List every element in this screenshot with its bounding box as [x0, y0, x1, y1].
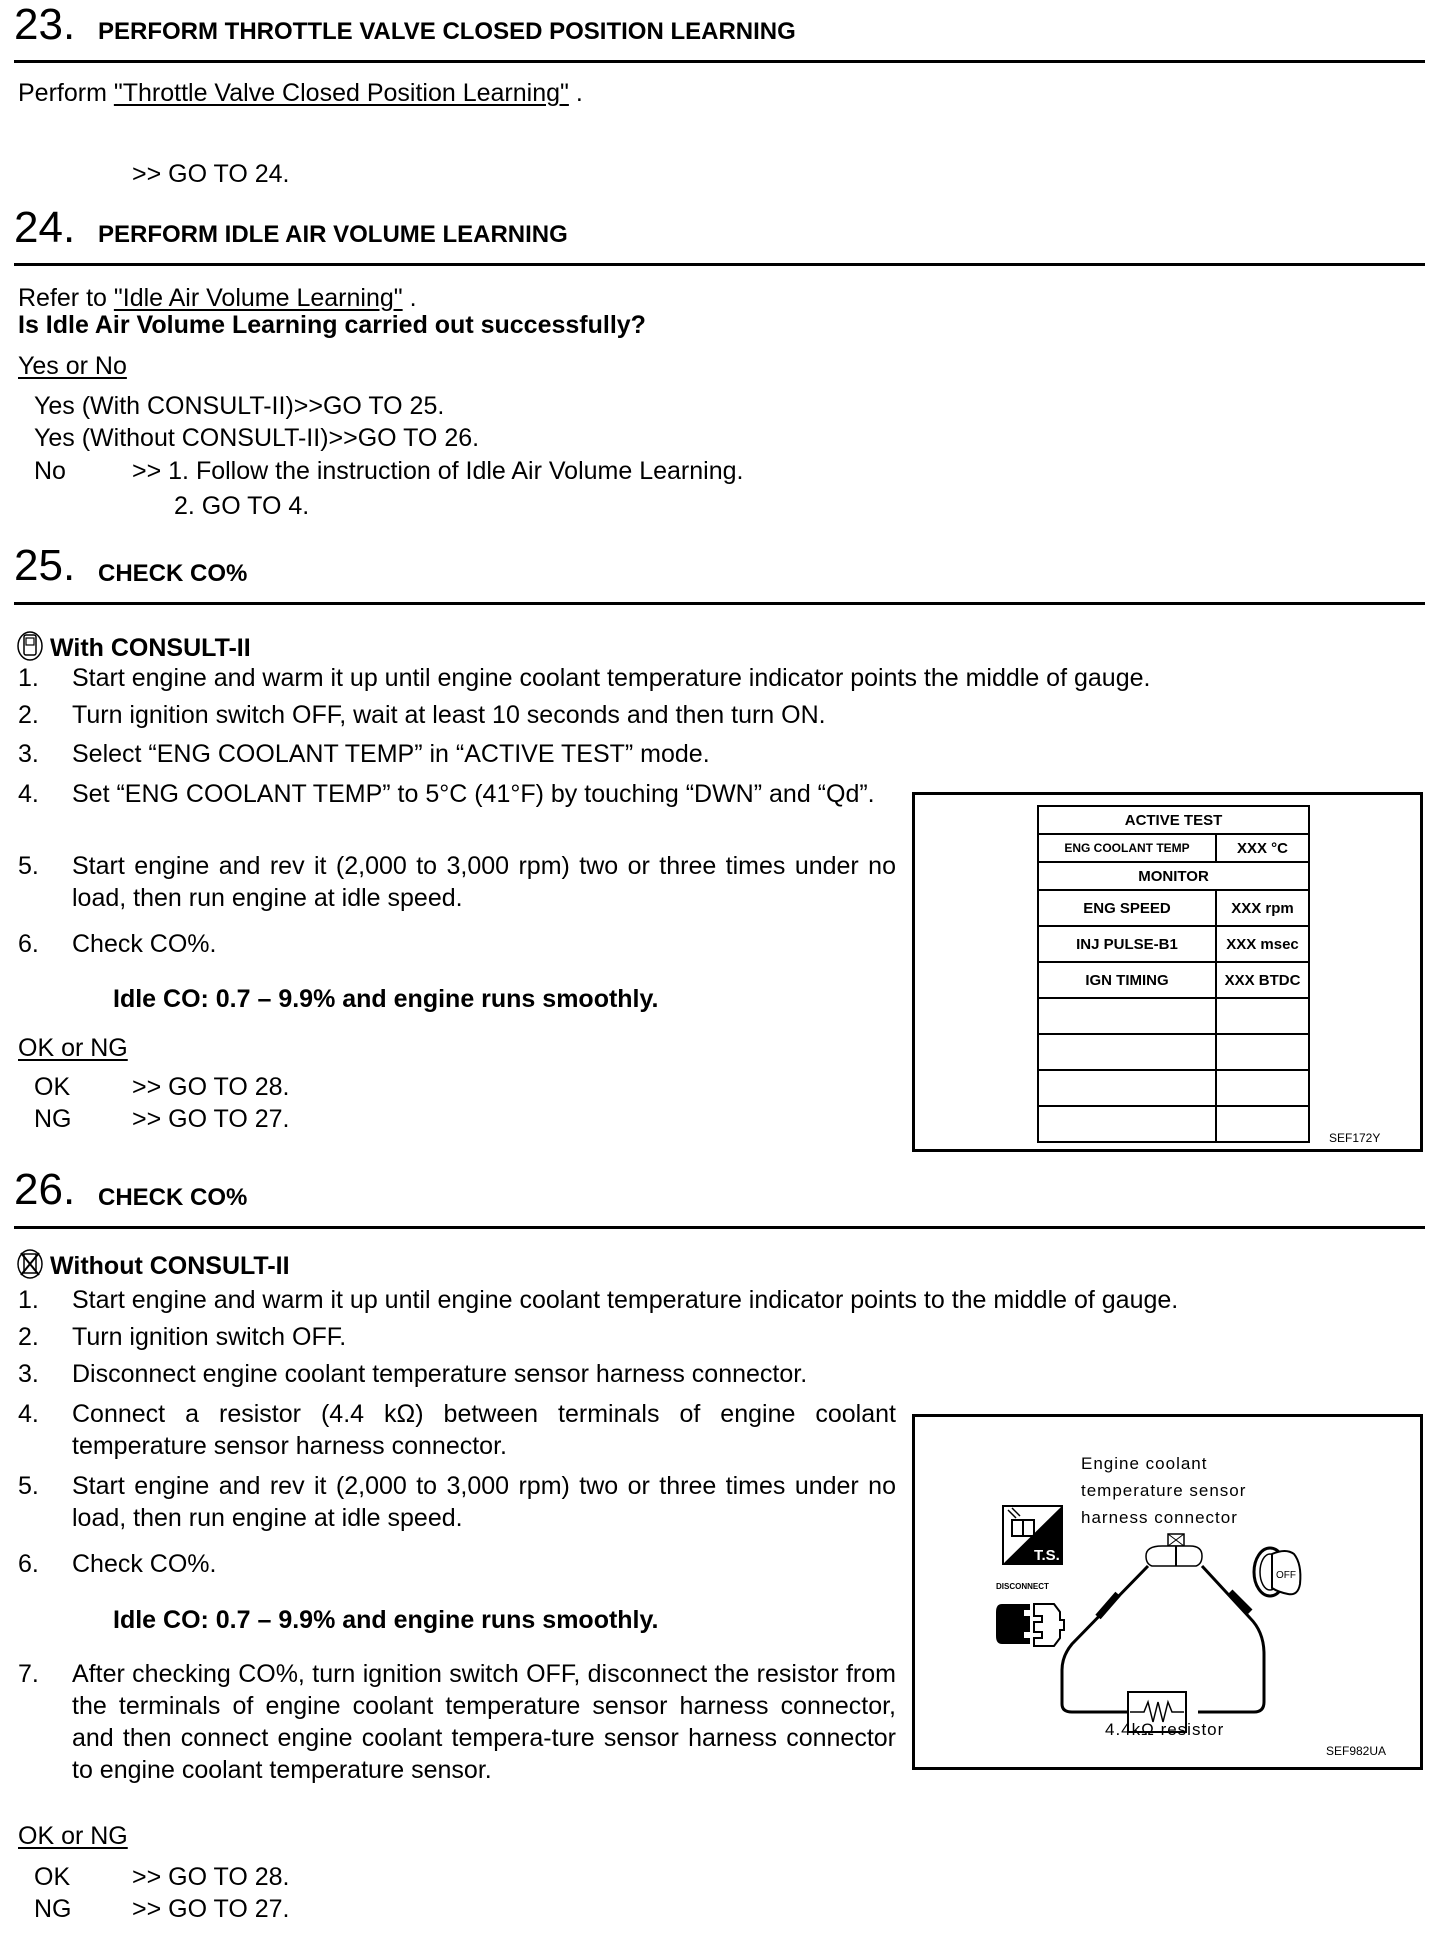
ng-goto-link[interactable]: >> GO TO 27. [132, 1895, 290, 1923]
key-off-label: OFF [1276, 1570, 1296, 1581]
instruction [18, 284, 417, 312]
question: Is Idle Air Volume Learning carried out successfully? [18, 311, 646, 339]
section-rule [14, 1226, 1425, 1229]
section-rule [14, 602, 1425, 605]
step-text: Start engine and rev it (2,000 to 3,000 rpm) two or three times under no load, then run engine at idle speed. [72, 1472, 896, 1532]
goto-link[interactable]: >> GO TO 24. [132, 160, 290, 188]
result-label: OK or NG [18, 1034, 128, 1062]
connector-label-line: temperature sensor [1081, 1481, 1247, 1500]
monitor-item: IGN TIMING [1038, 962, 1216, 998]
monitor-value: XXX rpm [1216, 890, 1309, 926]
monitor-value [1216, 998, 1309, 1034]
table-row [1038, 1106, 1309, 1142]
result-no-step-2[interactable]: 2. GO TO 4. [174, 492, 310, 520]
ok-goto-link[interactable]: >> GO TO 28. [132, 1073, 290, 1101]
result-yes-without[interactable]: Yes (Without CONSULT-II)>>GO TO 26. [34, 424, 480, 452]
ng-label: NG [34, 1105, 72, 1133]
mode-heading [16, 1248, 290, 1280]
step-text: Start engine and warm it up until engine coolant temperature indicator points the middle of gauge. [72, 664, 1151, 692]
monitor-item [1038, 1034, 1216, 1070]
figure-code: SEF982UA [1326, 1744, 1387, 1758]
step-text: Turn ignition switch OFF, wait at least 10 seconds and then turn ON. [72, 701, 826, 729]
monitor-value [1216, 1034, 1309, 1070]
table-row [1038, 926, 1309, 962]
step-text: Check CO%. [72, 930, 217, 958]
step-number: 3. [18, 740, 39, 768]
ng-label: NG [34, 1895, 72, 1923]
instruction-text: Refer to [18, 284, 114, 312]
result-no-label: No [34, 457, 66, 485]
table-row [1038, 1070, 1309, 1106]
section-title: CHECK CO% [98, 1184, 248, 1211]
mode-label: Without CONSULT-II [50, 1252, 290, 1280]
table-row [1038, 962, 1309, 998]
result-no-step-1: >> 1. Follow the instruction of Idle Air Volume Learning. [132, 457, 744, 485]
table-row [1038, 998, 1309, 1034]
connector-label-line: Engine coolant [1081, 1454, 1208, 1473]
section-number: 23. [14, 0, 76, 49]
result-yes-with[interactable]: Yes (With CONSULT-II)>>GO TO 25. [34, 392, 445, 420]
mode-heading [16, 630, 251, 662]
section-title: PERFORM THROTTLE VALVE CLOSED POSITION LEARNING [98, 18, 796, 45]
resistor-label: 4.4kΩ resistor [1105, 1720, 1225, 1739]
monitor-item [1038, 1106, 1216, 1142]
ts-label: T.S. [1034, 1547, 1060, 1564]
instruction-text: Perform [18, 79, 114, 107]
step-text: Start engine and rev it (2,000 to 3,000 rpm) two or three times under no load, then run engine at idle speed. [72, 852, 896, 912]
monitor-value: XXX msec [1216, 926, 1309, 962]
step-text: Check CO%. [72, 1550, 217, 1578]
harness-circuit-diagram [912, 1414, 1417, 1764]
instruction-suffix: . [568, 79, 583, 107]
monitor-item: ENG SPEED [1038, 890, 1216, 926]
section-title: CHECK CO% [98, 560, 248, 587]
section-rule [14, 263, 1425, 266]
step-number: 2. [18, 1323, 39, 1351]
ok-goto-link[interactable]: >> GO TO 28. [132, 1863, 290, 1891]
step-number: 1. [18, 1286, 39, 1314]
test-wires [1062, 1566, 1264, 1712]
instruction [18, 79, 583, 107]
step-text: Start engine and warm it up until engine coolant temperature indicator points to the middle of gauge. [72, 1286, 1179, 1314]
active-test-table [1037, 805, 1310, 1143]
monitor-item [1038, 998, 1216, 1034]
mode-label: With CONSULT-II [50, 634, 251, 662]
result-label: Yes or No [18, 352, 127, 380]
step-number: 6. [18, 1550, 39, 1578]
section-number: 25. [14, 541, 76, 590]
step-text: Set “ENG COOLANT TEMP” to 5°C (41°F) by touching “DWN” and “Qd”. [72, 780, 875, 808]
step-text: Select “ENG COOLANT TEMP” in “ACTIVE TEST” mode. [72, 740, 710, 768]
section-number: 24. [14, 203, 76, 252]
spec-value: Idle CO: 0.7 – 9.9% and engine runs smoothly. [113, 1606, 659, 1634]
ok-label: OK [34, 1073, 71, 1101]
step-number: 7. [18, 1660, 39, 1688]
harness-connector [1146, 1534, 1202, 1566]
step-text: Disconnect engine coolant temperature sensor harness connector. [72, 1360, 808, 1388]
monitor-item [1038, 1070, 1216, 1106]
monitor-value [1216, 1106, 1309, 1142]
step-number: 4. [18, 780, 39, 808]
step-number: 1. [18, 664, 39, 692]
step-text: Connect a resistor (4.4 kΩ) between terminals of engine coolant temperature sensor harness connector. [72, 1400, 896, 1460]
table-row [1038, 890, 1309, 926]
step-number: 2. [18, 701, 39, 729]
instruction-suffix: . [402, 284, 417, 312]
ok-label: OK [34, 1863, 71, 1891]
step-number: 6. [18, 930, 39, 958]
spec-value: Idle CO: 0.7 – 9.9% and engine runs smoothly. [113, 985, 659, 1013]
test-value: XXX °C [1216, 834, 1309, 862]
no-consult-icon [16, 1248, 44, 1280]
monitor-value: XXX BTDC [1216, 962, 1309, 998]
table-header: ACTIVE TEST [1038, 806, 1309, 834]
monitor-item: INJ PULSE-B1 [1038, 926, 1216, 962]
step-number: 4. [18, 1400, 39, 1428]
step-text: Turn ignition switch OFF. [72, 1323, 347, 1351]
section-rule [14, 60, 1425, 63]
idle-air-volume-learning-link[interactable]: "Idle Air Volume Learning" [113, 284, 403, 312]
result-label: OK or NG [18, 1822, 128, 1850]
figure-code: SEF172Y [1329, 1131, 1381, 1145]
table-row [1038, 1034, 1309, 1070]
step-number: 3. [18, 1360, 39, 1388]
probe-left [1098, 1594, 1118, 1617]
step-number: 5. [18, 1472, 39, 1500]
section-number: 26. [14, 1165, 76, 1214]
test-item: ENG COOLANT TEMP [1038, 834, 1216, 862]
disconnect-connector-icon [996, 1604, 1064, 1646]
step-number: 5. [18, 852, 39, 880]
section-title: PERFORM IDLE AIR VOLUME LEARNING [98, 221, 568, 248]
consult-tester-icon [16, 630, 44, 662]
connector-label-line: harness connector [1081, 1508, 1238, 1527]
ng-goto-link[interactable]: >> GO TO 27. [132, 1105, 290, 1133]
step-text: After checking CO%, turn ignition switch OFF, disconnect the resistor from the terminals of engine coolant temperature sensor harness connector, and then connect engine coolant tempera-ture sensor harness connector to engine coolant temperature sensor. [72, 1660, 896, 1784]
monitor-value [1216, 1070, 1309, 1106]
throttle-valve-learning-link[interactable]: "Throttle Valve Closed Position Learning" [113, 79, 569, 107]
disconnect-label: DISCONNECT [996, 1582, 1049, 1591]
monitor-header: MONITOR [1038, 862, 1309, 890]
